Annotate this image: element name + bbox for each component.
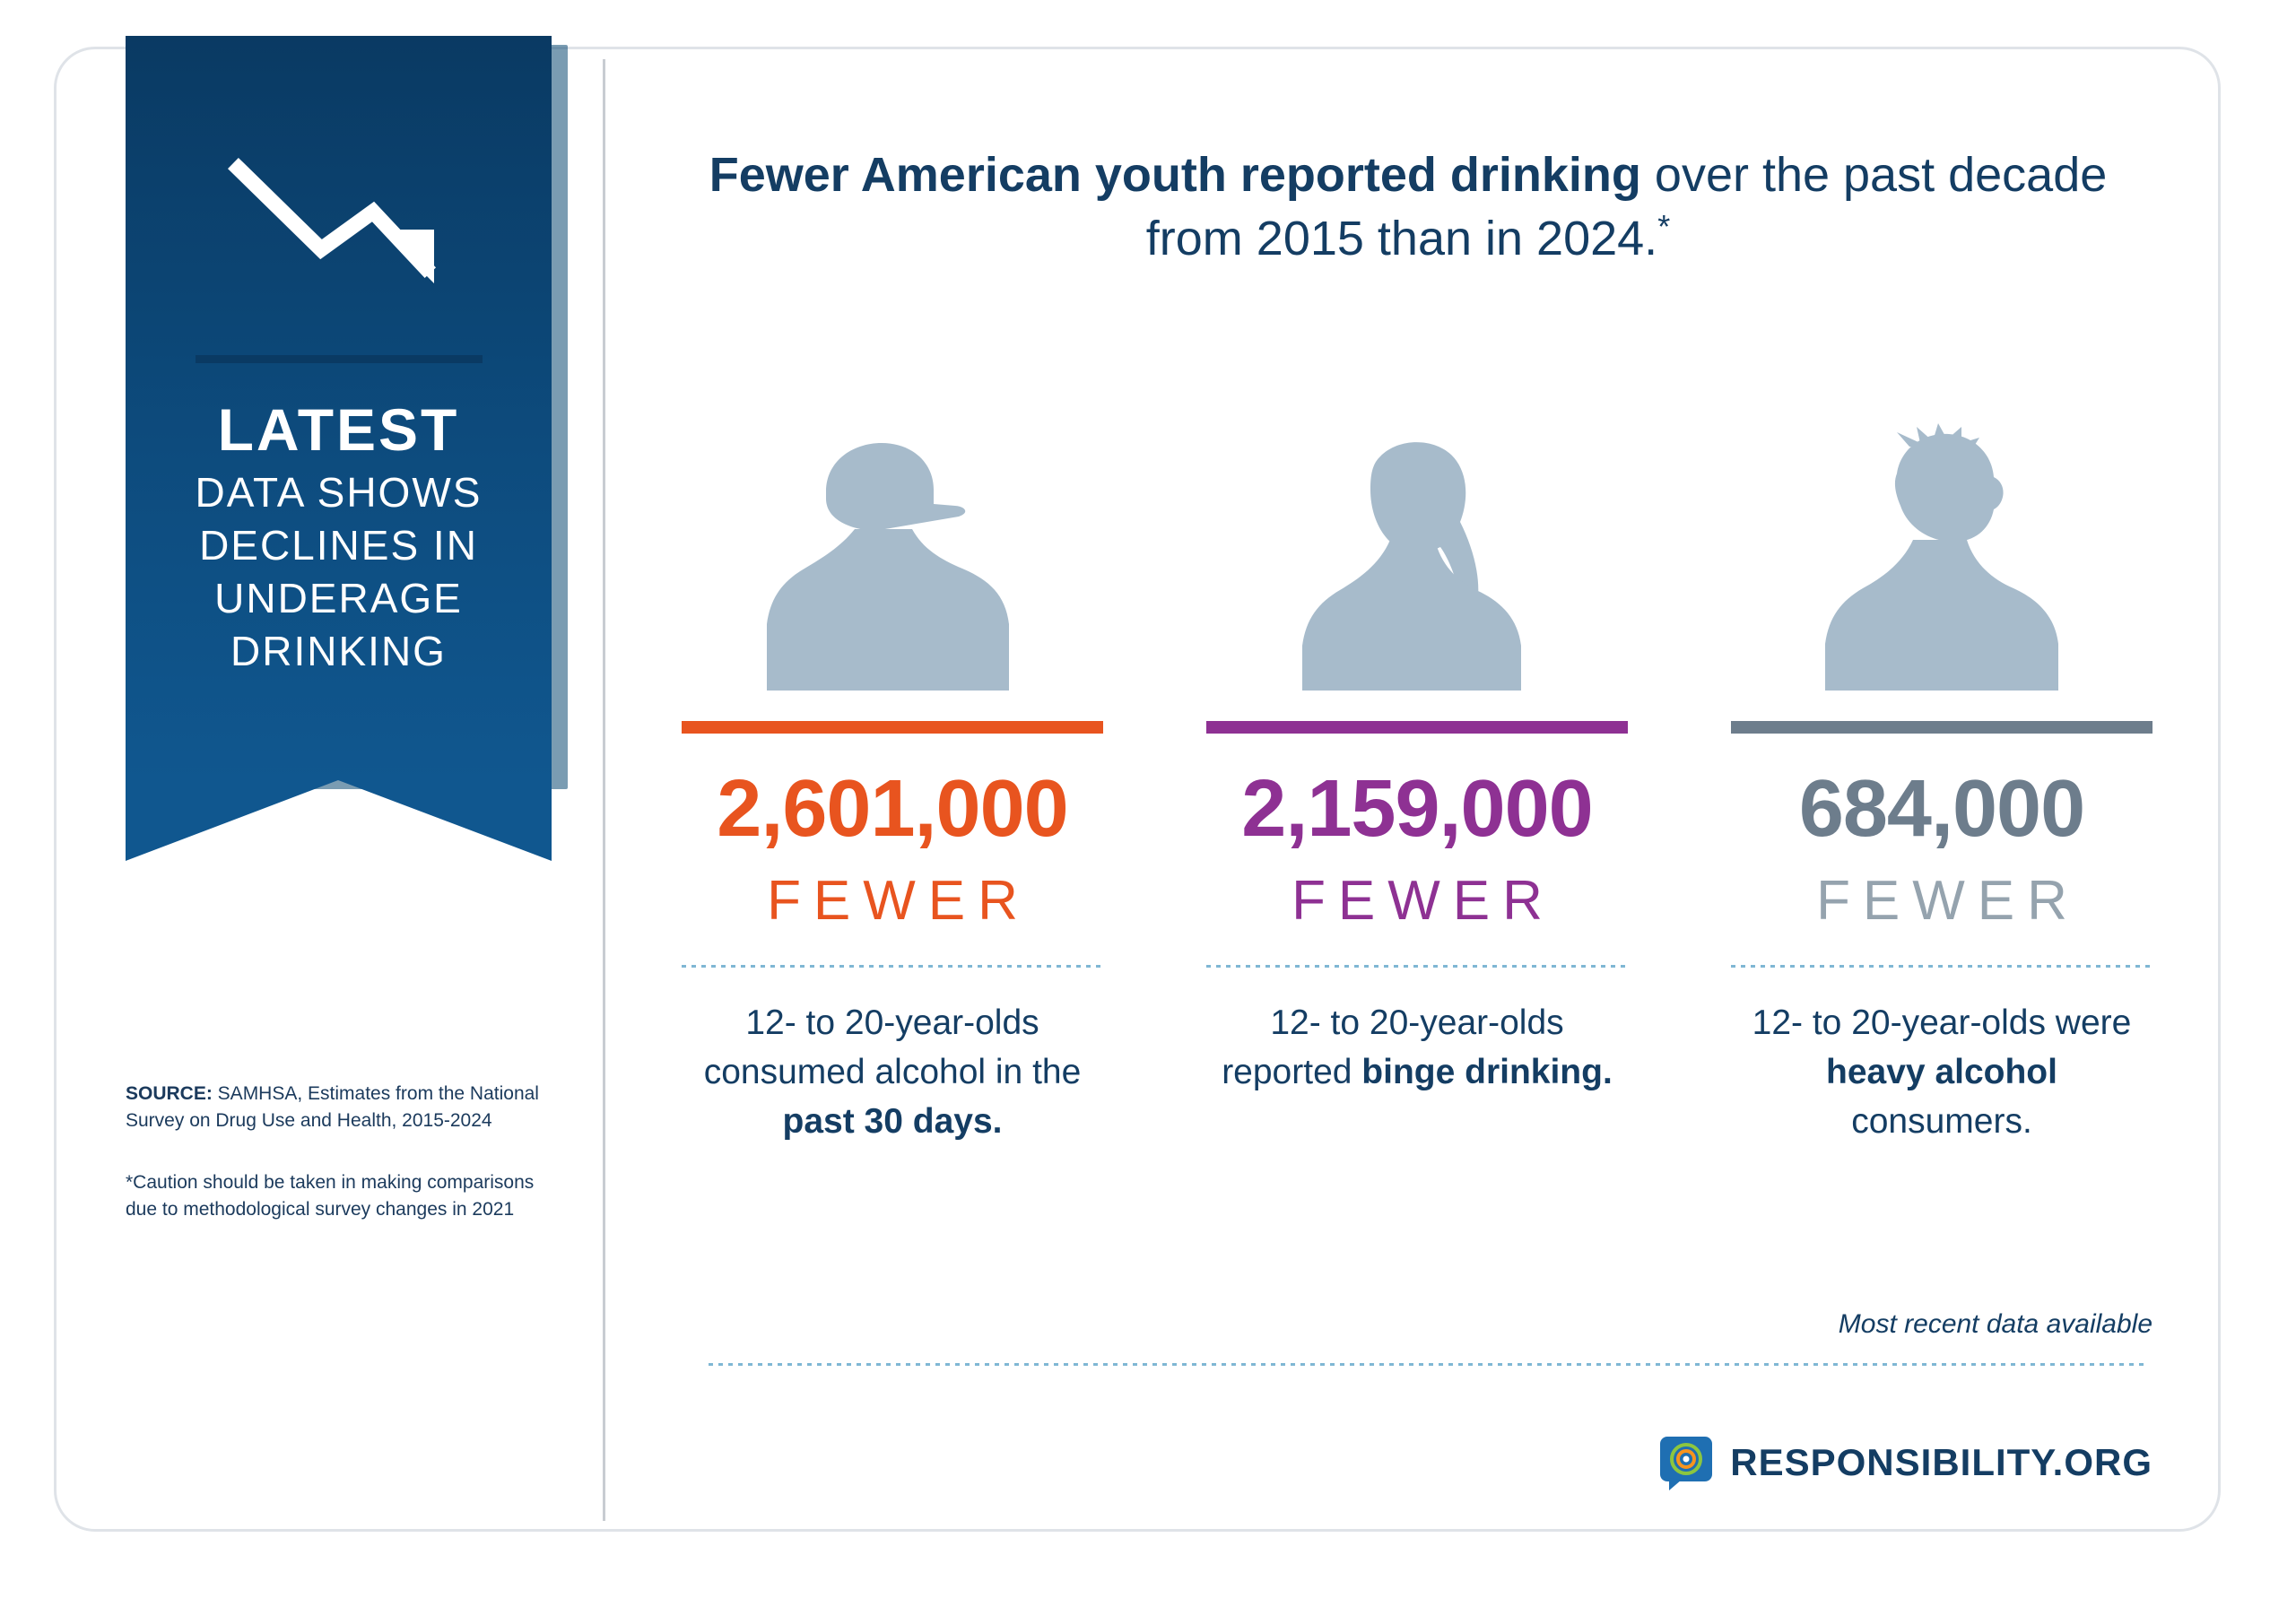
stat-column-binge-drinking [1206,359,1628,1147]
stats-columns [682,359,2152,1147]
desc-bold: heavy alcohol [1826,1052,2057,1091]
headline-rest: over the past decade from 2015 than in 2024. [1145,148,2108,266]
stat-unit: FEWER [1292,869,1555,932]
latest-data-ribbon [126,36,552,780]
source-notes [126,1081,547,1224]
male-youth-silhouette-icon [1789,421,2094,717]
desc-prefix: 12- to 20-year-olds were [1752,1003,2132,1042]
desc-prefix: 12- to 20-year-olds reported [1222,1003,1564,1091]
desc-bold: past 30 days. [782,1102,1003,1142]
ribbon-divider [196,355,483,363]
brand-lockup[interactable] [1658,1435,2152,1490]
stat-value: 684,000 [1798,764,2085,854]
ribbon-subline: DATA SHOWS DECLINES IN UNDERAGE DRINKING [195,469,483,674]
caution-note: *Caution should be taken in making comparisons due to methodological survey changes in 2021 [126,1171,535,1220]
desc-bold: binge drinking. [1361,1052,1613,1091]
vertical-divider [603,59,605,1521]
page-title [682,143,2135,270]
desc-suffix: consumers. [1851,1102,2032,1142]
source-note [126,1081,547,1135]
dotted-separator [1731,965,2152,968]
figure-wrapper [682,359,1103,717]
stat-color-bar [1206,721,1628,734]
footer-dotted-rule [709,1363,2144,1366]
stat-color-bar [682,721,1103,734]
most-recent-data-note: Most recent data available [1838,1309,2152,1339]
ribbon-notch [126,780,552,861]
stat-column-heavy-alcohol [1731,359,2152,1147]
stat-value: 2,601,000 [717,764,1068,854]
figure-wrapper [1731,359,2152,717]
source-text: SAMHSA, Estimates from the National Survey on Drug Use and Health, 2015-2024 [126,1083,539,1132]
stat-unit: FEWER [767,869,1031,932]
female-youth-silhouette-icon [1265,421,1570,717]
stat-description [1206,998,1628,1098]
headline-footnote-marker: * [1657,208,1671,246]
stat-column-past-30-days [682,359,1103,1147]
headline-bold: Fewer American youth reported drinking [709,148,1641,202]
down-trend-arrow-icon [222,152,456,305]
figure-wrapper [1206,359,1628,717]
dotted-separator [682,965,1103,968]
stat-unit: FEWER [1816,869,2080,932]
desc-prefix: 12- to 20-year-olds consumed alcohol in the [703,1003,1082,1091]
ribbon-body [126,36,552,780]
responsibility-org-logo-icon [1658,1435,1714,1490]
youth-with-cap-silhouette-icon [740,421,1045,717]
dotted-separator [1206,965,1628,968]
source-label: SOURCE: [126,1083,213,1104]
stat-value: 2,159,000 [1241,764,1593,854]
stat-description [682,998,1103,1147]
stat-color-bar [1731,721,2152,734]
stat-description [1731,998,2152,1147]
ribbon-headline: LATEST [217,396,460,463]
brand-name: RESPONSIBILITY.ORG [1730,1441,2152,1483]
